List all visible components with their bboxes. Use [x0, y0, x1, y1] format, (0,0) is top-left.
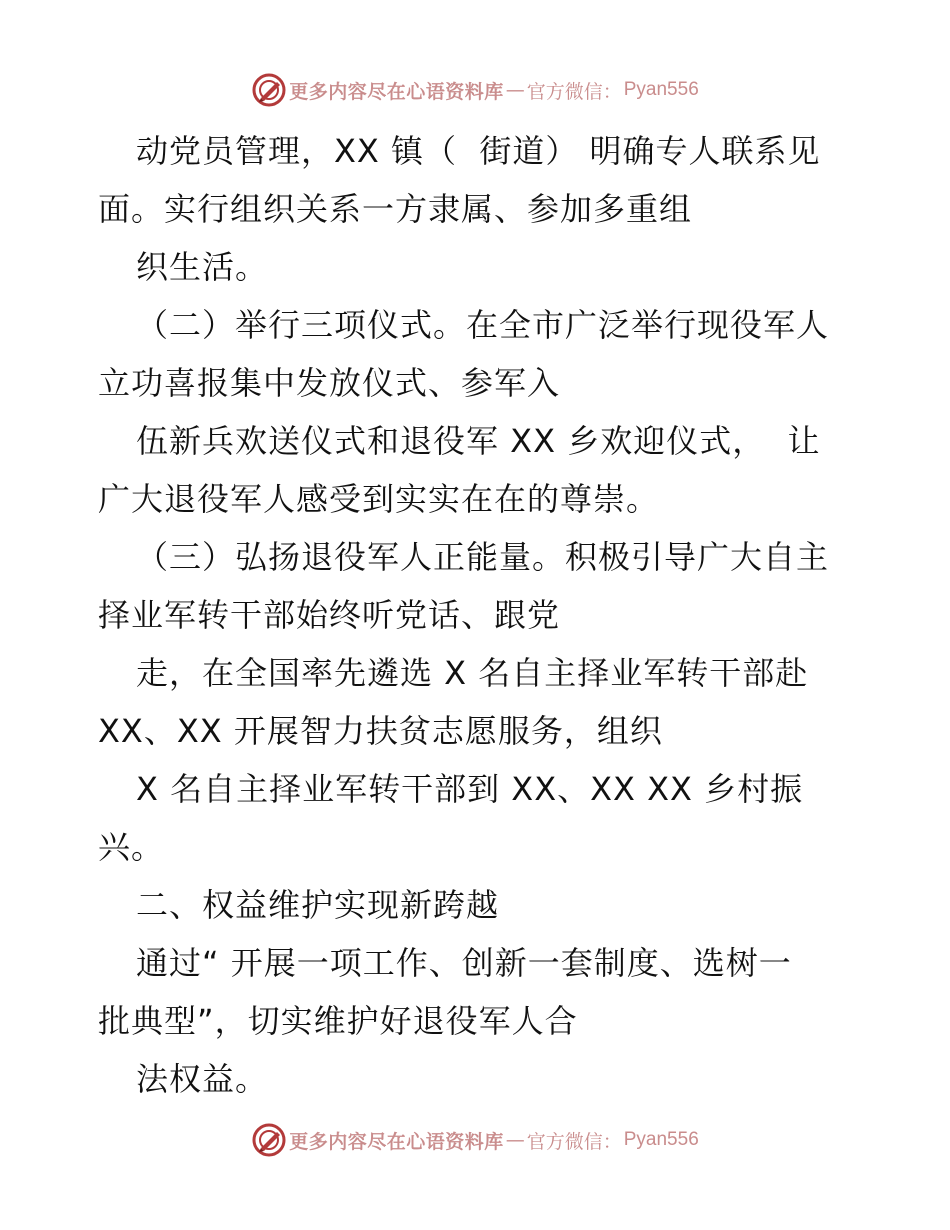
text-line: 法权益。: [136, 1060, 269, 1098]
footer-banner: [0, 1120, 950, 1160]
text-line: 走，在全国率先遴选 X 名自主择业军转干部赴: [136, 654, 809, 692]
text-line: 面。实行组织关系一方隶属、参加多重组: [98, 190, 693, 228]
banner-title: 更多内容尽在心语资料库: [289, 1130, 504, 1153]
text-line: X 名自主择业军转干部到 XX、XX XX 乡村振: [136, 770, 804, 808]
document-body: [98, 122, 898, 1108]
text-line: 兴。: [98, 828, 165, 866]
text-line: （二）举行三项仪式。在全市广泛举行现役军人: [136, 306, 830, 344]
banner-wechat-id: Pyan556: [623, 1129, 699, 1150]
text-line: （三）弘扬退役军人正能量。积极引导广大自主: [136, 538, 830, 576]
text-line: 批典型”，切实维护好退役军人合: [98, 1002, 578, 1040]
text-line: 择业军转干部始终听党话、跟党: [98, 596, 561, 634]
text-line: 立功喜报集中发放仪式、参军入: [98, 364, 561, 402]
text-line: XX、XX 开展智力扶贫志愿服务，组织: [98, 712, 663, 750]
text-line: 伍新兵欢送仪式和退役军 XX 乡欢迎仪式， 让: [136, 422, 821, 460]
section-heading: 二、权益维护实现新跨越: [136, 886, 500, 924]
pen-logo-icon: [251, 72, 287, 108]
text-line: 通过“ 开展一项工作、创新一套制度、选树一: [136, 944, 792, 982]
banner-separator: —: [505, 79, 525, 101]
banner-subtitle: 官方微信：: [526, 80, 622, 103]
text-line: 动党员管理，XX 镇（ 街道） 明确专人联系见: [136, 132, 821, 170]
text-line: 织生活。: [136, 248, 269, 286]
header-banner: [0, 70, 950, 110]
banner-subtitle: 官方微信：: [526, 1130, 622, 1153]
banner-title: 更多内容尽在心语资料库: [289, 80, 504, 103]
pen-logo-icon: [251, 1122, 287, 1158]
text-line: 广大退役军人感受到实实在在的尊崇。: [98, 480, 660, 518]
banner-separator: —: [505, 1129, 525, 1151]
banner-wechat-id: Pyan556: [623, 79, 699, 100]
